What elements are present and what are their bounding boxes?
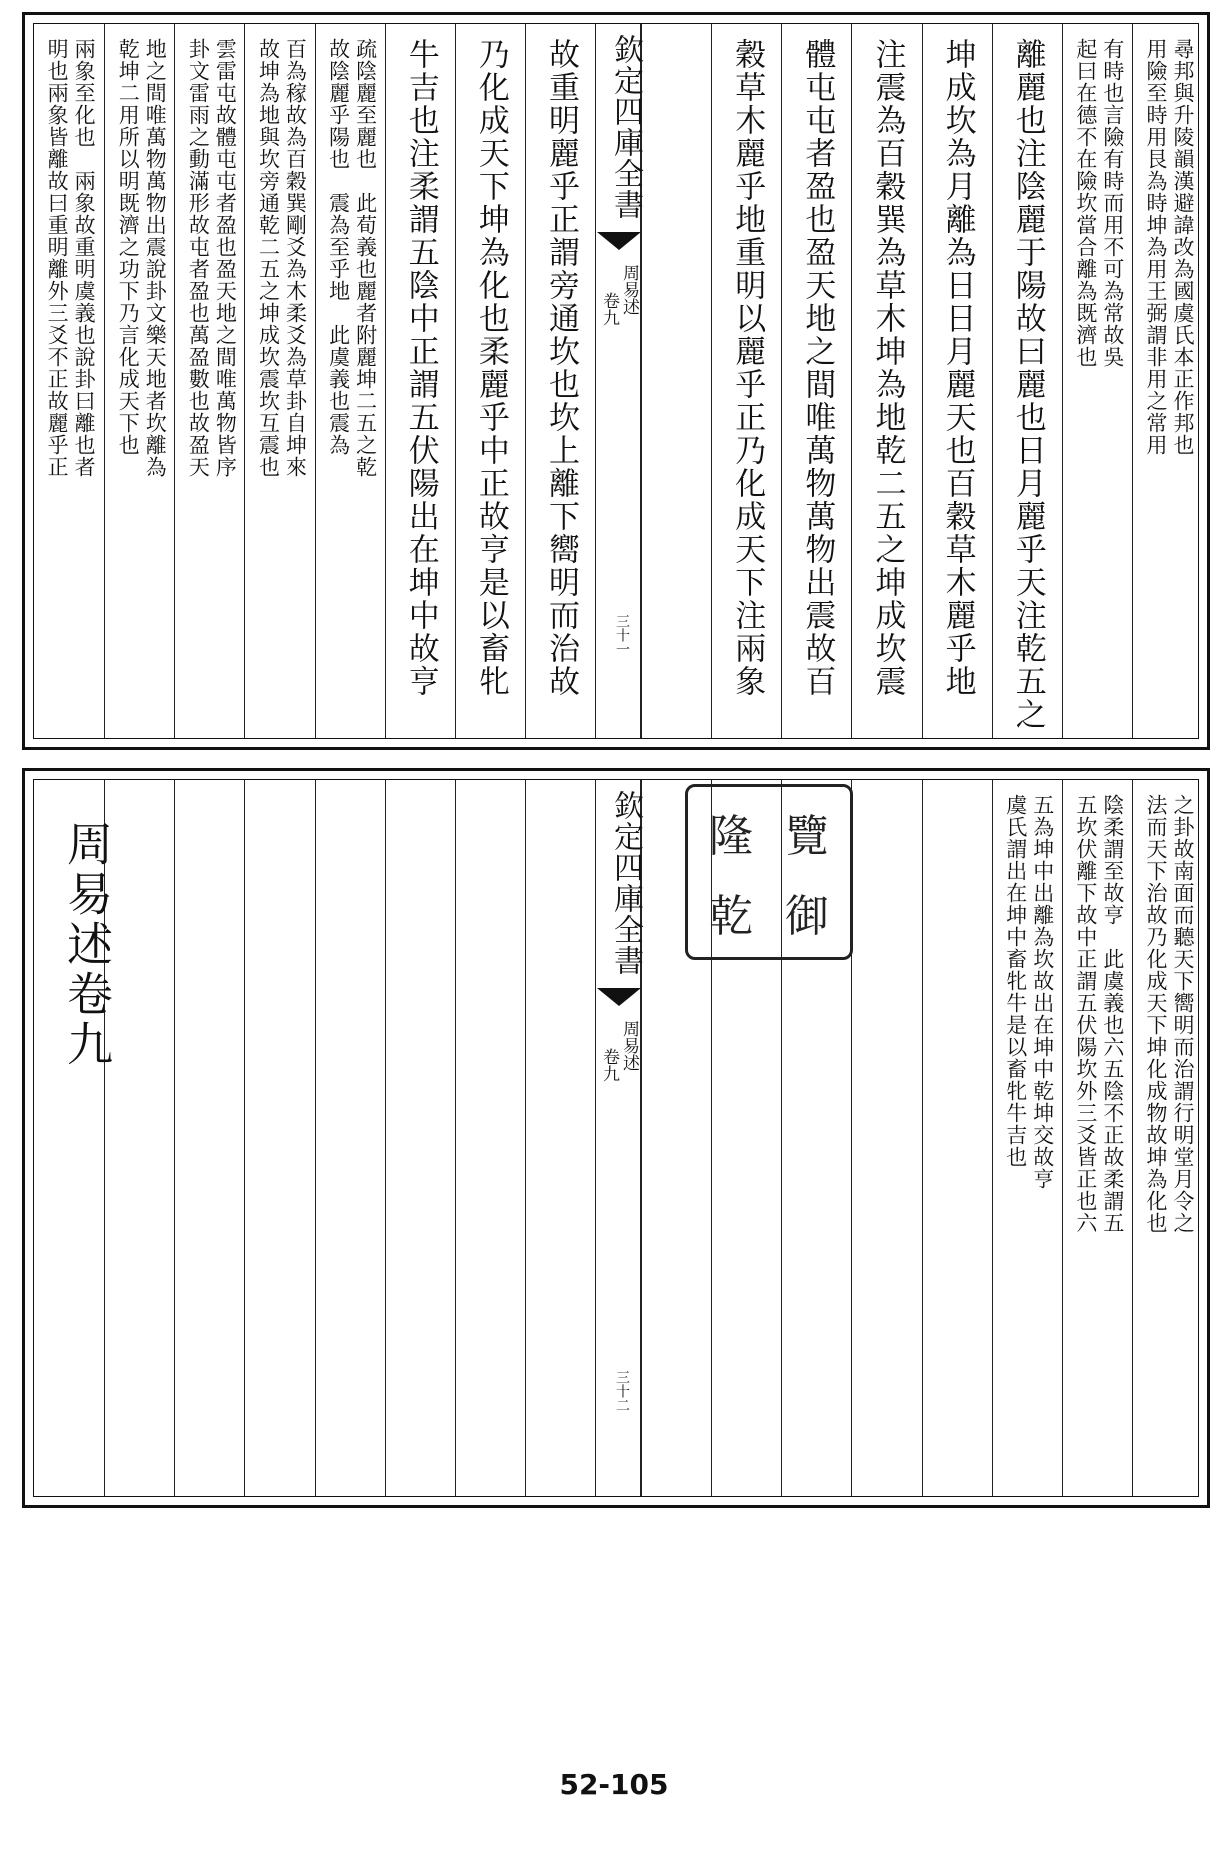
text-column	[1132, 780, 1202, 1496]
text-column	[244, 24, 314, 738]
commentary-line: 法而天下治故乃化成天下坤化成物故坤為化也	[1143, 794, 1168, 1234]
text-column	[1132, 24, 1202, 738]
commentary-line: 地之間唯萬物萬物出震說卦文樂天地者坎離為	[143, 38, 168, 478]
commentary-line: 用險至時用艮為時坤為用王弼謂非用之常用	[1143, 38, 1168, 456]
text-column	[244, 780, 314, 1496]
text-column	[174, 780, 244, 1496]
commentary-line: 雲雷屯故體屯屯者盈也盈天地之間唯萬物皆序	[213, 38, 238, 478]
commentary-line: 虞氏謂出在坤中畜牝牛是以畜牝牛吉也	[1003, 794, 1028, 1168]
text-column	[922, 780, 992, 1496]
commentary-line: 故陰麗乎陽也 震為至乎地 此虞義也震為	[326, 38, 351, 456]
main-text-line: 牛吉也注柔謂五陰中正謂五伏陽出在坤中故亨	[402, 38, 439, 698]
text-column	[315, 780, 385, 1496]
commentary-line: 卦文雷雨之動滿形故屯者盈也萬盈數也故盈天	[186, 38, 211, 478]
commentary-line: 起曰在德不在險坎當合離為既濟也	[1073, 38, 1098, 368]
page-reference: 52-105	[559, 1768, 669, 1801]
seal-glyph: 隆	[709, 811, 753, 862]
text-column	[455, 780, 525, 1496]
main-text-line: 坤成坎為月離為日日月麗天也百穀草木麗乎地	[939, 38, 976, 698]
fish-tail-mark	[597, 988, 641, 1006]
text-column	[385, 780, 455, 1496]
main-text-line: 注震為百穀巽為草木坤為地乾二五之坤成坎震	[869, 38, 906, 698]
commentary-line: 之卦故南面而聽天下嚮明而治謂行明堂月令之	[1170, 794, 1195, 1234]
fish-tail-mark	[597, 232, 641, 250]
text-column	[992, 24, 1062, 738]
commentary-line: 乾坤二用所以明既濟之功下乃言化成天下也	[116, 38, 141, 456]
text-column	[992, 780, 1062, 1496]
text-column	[641, 24, 711, 738]
text-column	[525, 24, 595, 738]
text-column	[1062, 24, 1132, 738]
main-text-line: 離麗也注陰麗于陽故曰麗也日月麗乎天注乾五之	[1009, 38, 1046, 731]
top-page	[22, 12, 1210, 750]
text-column	[922, 24, 992, 738]
text-column	[455, 24, 525, 738]
text-column	[315, 24, 385, 738]
text-column	[711, 24, 781, 738]
bottom-page-frame	[33, 779, 1199, 1497]
spine-volume: 卷九	[599, 1048, 619, 1082]
text-column	[104, 24, 174, 738]
chapter-end-title: 周易述卷九	[60, 820, 114, 1070]
spine-page-number: 三十二	[614, 1370, 630, 1412]
commentary-line: 陰柔謂至故亨 此虞義也六五陰不正故柔謂五	[1100, 794, 1125, 1234]
commentary-line: 百為稼故為百穀巽剛爻為木柔爻為草卦自坤來	[283, 38, 308, 478]
text-column	[781, 24, 851, 738]
spine-page-number: 三十一	[614, 614, 630, 656]
commentary-line: 疏陰麗至麗也 此荀義也麗者附麗坤二五之乾	[353, 38, 378, 478]
main-text-line: 乃化成天下坤為化也柔麗乎中正故亨是以畜牝	[472, 38, 509, 698]
commentary-line: 故坤為地與坎旁通乾二五之坤成坎震坎互震也	[256, 38, 281, 478]
main-text-line: 故重明麗乎正謂旁通坎也坎上離下嚮明而治故	[542, 38, 579, 698]
commentary-line: 五坎伏離下故中正謂五伏陽坎外三爻皆正也六	[1073, 794, 1098, 1234]
commentary-line: 兩象至化也 兩象故重明虞義也說卦曰離也者	[72, 38, 97, 478]
text-column	[851, 24, 921, 738]
text-column	[174, 24, 244, 738]
main-text-line: 穀草木麗乎地重明以麗乎正乃化成天下注兩象	[729, 38, 766, 698]
center-spine	[595, 24, 641, 738]
imperial-seal	[685, 784, 853, 960]
text-column	[1062, 780, 1132, 1496]
seal-glyph: 乾	[709, 891, 753, 942]
text-column	[385, 24, 455, 738]
spine-title: 欽定四庫全書	[608, 34, 643, 220]
seal-glyph: 覽	[785, 811, 829, 862]
seal-glyph: 御	[785, 891, 829, 942]
text-column	[851, 780, 921, 1496]
bottom-page	[22, 768, 1210, 1508]
spine-title: 欽定四庫全書	[608, 790, 643, 976]
spine-volume: 卷九	[599, 292, 619, 326]
commentary-line: 尋邦與升陵韻漢避諱改為國虞氏本正作邦也	[1170, 38, 1195, 456]
text-column	[525, 780, 595, 1496]
main-text-line: 體屯屯者盈也盈天地之間唯萬物萬物出震故百	[799, 38, 836, 698]
top-page-frame	[33, 23, 1199, 739]
commentary-line: 有時也言險有時而用不可為常故吳	[1100, 38, 1125, 368]
text-column	[34, 24, 104, 738]
spine-book-name: 周易述	[619, 264, 639, 315]
spine-book-name: 周易述	[619, 1020, 639, 1071]
commentary-line: 五為坤中出離為坎故出在坤中乾坤交故亨	[1030, 794, 1055, 1190]
commentary-line: 明也兩象皆離故曰重明離外三爻不正故麗乎正	[45, 38, 70, 478]
center-spine	[595, 780, 641, 1496]
